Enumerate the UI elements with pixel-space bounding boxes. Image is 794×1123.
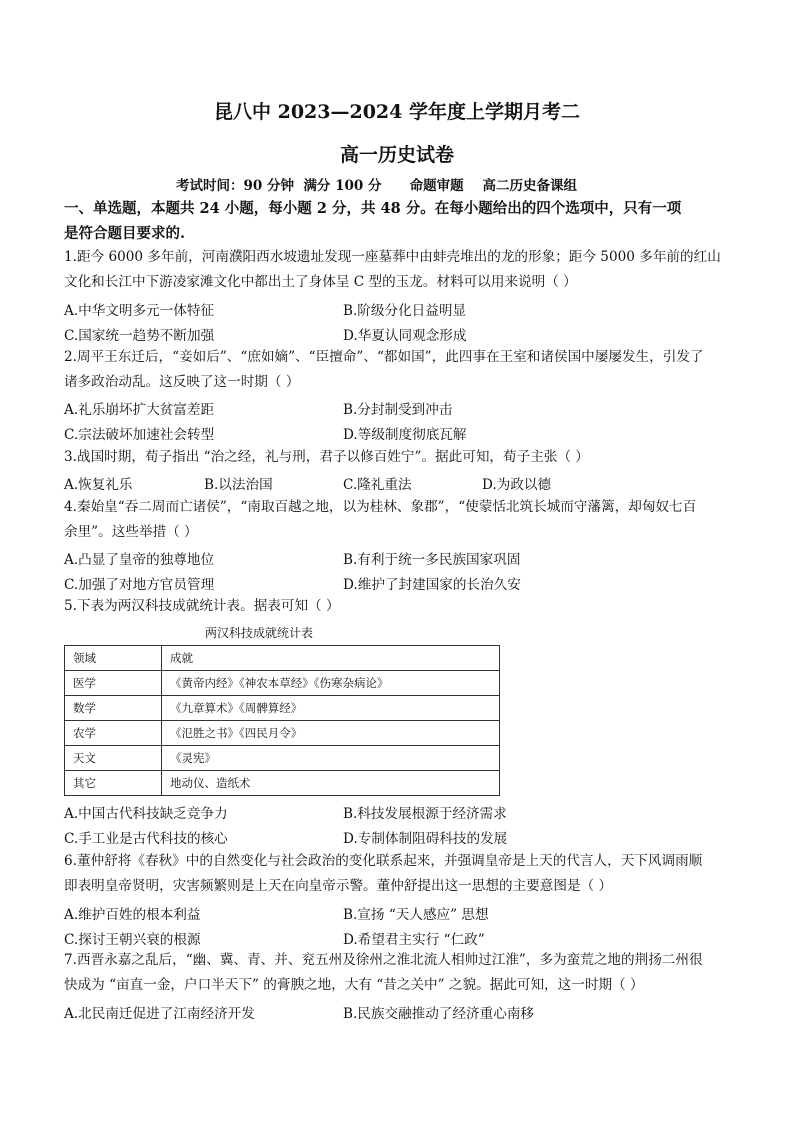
question-1	[64, 245, 734, 295]
option-c: C.宗法破坏加速社会转型	[64, 427, 215, 443]
table-header-cell: 成就	[162, 646, 500, 671]
question-line: 5.下表为两汉科技成就统计表。据表可知（ ）	[64, 598, 340, 614]
table-cell: 天文	[65, 746, 162, 771]
option-b: B.以法治国	[204, 477, 273, 493]
table-cell: 数学	[65, 696, 162, 721]
question-line: 3.战国时期，荀子指出 “治之经，礼与刑，君子以修百姓宁”。据此可知，荀子主张（ ）	[64, 449, 589, 465]
option-d: D.等级制度彻底瓦解	[343, 427, 467, 443]
option-c: C.探讨王朝兴衰的根源	[64, 932, 201, 948]
option-a: A.礼乐崩坏扩大贫富差距	[64, 402, 215, 418]
question-line: 快成为 “亩直一金，户口半天下” 的膏腴之地，大有 “昔之关中” 之貌。据此可知，这一时期（ ）	[64, 977, 644, 993]
option-b: B.分封制受到冲击	[343, 402, 453, 418]
option-c: C.加强了对地方官员管理	[64, 577, 215, 593]
option-a: A.维护百姓的根本利益	[64, 907, 201, 923]
option-c: C.国家统一趋势不断加强	[64, 328, 215, 344]
question-line: 余里”。这些举措（ ）	[64, 524, 198, 540]
option-b: B.宣扬 “天人感应” 思想	[343, 907, 489, 923]
table-cell: 农学	[65, 721, 162, 746]
option-a: A.恢复礼乐	[64, 477, 133, 493]
question-line: 4.秦始皇“吞二周而亡诸侯”，“南取百越之地，以为桂林、象郡”，“使蒙恬北筑长城而守藩篱，却匈奴七百	[64, 499, 697, 515]
table-cell: 地动仪、造纸术	[162, 771, 500, 796]
table-header-cell: 领域	[65, 646, 162, 671]
option-a: A.中国古代科技缺乏竞争力	[64, 806, 228, 822]
table-cell: 医学	[65, 671, 162, 696]
table-row	[65, 671, 500, 696]
option-d: D.为政以德	[482, 477, 552, 493]
option-b: B.阶级分化日益明显	[343, 303, 467, 319]
option-d: D.希望君主实行 “仁政”	[343, 932, 485, 948]
option-d: D.维护了封建国家的长治久安	[343, 577, 521, 593]
exam-info: 考试时间：90 分钟 满分 100 分 命题审题 高二历史备课组	[176, 178, 577, 194]
question-line: 即表明皇帝贤明，灾害频繁则是上天在向皇帝示警。董仲舒提出这一思想的主要意图是（ ）	[64, 878, 613, 894]
option-b: B.民族交融推动了经济重心南移	[343, 1006, 535, 1022]
question-6	[64, 849, 734, 899]
option-a: A.凸显了皇帝的独尊地位	[64, 552, 215, 568]
question-5	[64, 594, 734, 619]
exam-title: 昆八中 2023—2024 学年度上学期月考二	[214, 101, 580, 123]
option-b: B.科技发展根源于经济需求	[343, 806, 507, 822]
table-row	[65, 746, 500, 771]
option-c: C.隆礼重法	[343, 477, 412, 493]
question-line: 诸多政治动乱。这反映了这一时期（ ）	[64, 374, 300, 390]
option-d: D.专制体制阻碍科技的发展	[343, 831, 508, 847]
question-line: 2.周平王东迁后，“妾如后”、“庶如嫡”、“臣擅命”、“都如国”，此四事在王室和诸侯国中屡屡发生，引发了	[64, 349, 704, 365]
question-line: 7.西晋永嘉之乱后，“幽、冀、青、并、兖五州及徐州之淮北流人相帅过江淮”，多为蛮荒之地的荆扬二州很	[64, 952, 703, 968]
achievement-table	[64, 645, 500, 796]
table-cell: 《黄帝内经》《神农本草经》《伤寒杂病论》	[162, 671, 500, 696]
option-a: A.北民南迁促进了江南经济开发	[64, 1006, 255, 1022]
question-line: 6.董仲舒将《春秋》中的自然变化与社会政治的变化联系起来，并强调皇帝是上天的代言人，天下风调雨顺	[64, 853, 703, 869]
question-2	[64, 345, 734, 395]
table-title: 两汉科技成就统计表	[205, 626, 314, 640]
table-row	[65, 696, 500, 721]
option-d: D.华夏认同观念形成	[343, 328, 467, 344]
option-a: A.中华文明多元一体特征	[64, 303, 215, 319]
exam-subtitle: 高一历史试卷	[339, 144, 454, 166]
question-4	[64, 495, 734, 545]
section-instructions	[64, 196, 734, 246]
table-cell: 其它	[65, 771, 162, 796]
table-cell: 《氾胜之书》《四民月令》	[162, 721, 500, 746]
table-cell: 《九章算术》《周髀算经》	[162, 696, 500, 721]
table-header-row	[65, 646, 500, 671]
section-line: 是符合题目要求的.	[64, 225, 186, 242]
option-c: C.手工业是古代科技的核心	[64, 831, 228, 847]
question-7	[64, 948, 734, 998]
option-b: B.有利于统一多民族国家巩固	[343, 552, 521, 568]
table-row	[65, 771, 500, 796]
table-cell: 《灵宪》	[162, 746, 500, 771]
section-line: 一、单选题，本题共 24 小题，每小题 2 分，共 48 分。在每小题给出的四个选项中，只有一项	[64, 200, 682, 217]
question-3	[64, 445, 734, 470]
table-row	[65, 721, 500, 746]
question-line: 1.距今 6000 多年前，河南濮阳西水坡遗址发现一座墓葬中由蚌壳堆出的龙的形象；距今 5000 多年前的红山	[64, 249, 721, 265]
question-line: 文化和长江中下游凌家滩文化中都出土了身体呈 C 型的玉龙。材料可以用来说明（ ）	[64, 274, 577, 290]
